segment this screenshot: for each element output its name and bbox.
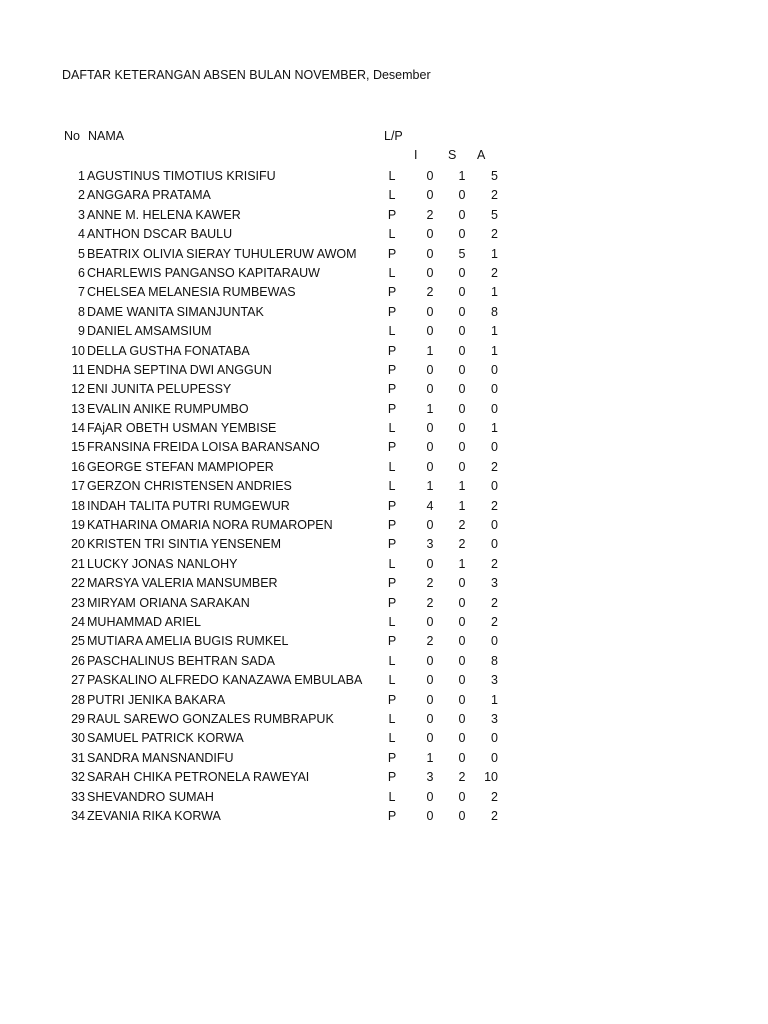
sakit-count: 1	[458, 498, 466, 513]
gender-cell: P	[387, 440, 397, 455]
alpha-count: 2	[491, 459, 498, 474]
sakit-count: 0	[458, 789, 466, 804]
row-number: 15	[71, 440, 85, 455]
alpha-count: 10	[484, 770, 498, 785]
sakit-count: 0	[458, 421, 466, 436]
row-number: 11	[72, 362, 85, 377]
izin-count: 0	[426, 382, 434, 397]
student-name: BEATRIX OLIVIA SIERAY TUHULERUW AWOM	[87, 246, 357, 261]
student-name: DANIEL AMSAMSIUM	[87, 324, 212, 339]
sakit-count: 0	[458, 459, 466, 474]
student-name: ANNE M. HELENA KAWER	[87, 207, 241, 222]
izin-count: 0	[426, 459, 434, 474]
izin-count: 0	[426, 227, 434, 242]
row-number: 28	[71, 692, 85, 707]
sakit-count: 0	[458, 188, 466, 203]
student-name: SANDRA MANSNANDIFU	[87, 750, 234, 765]
table-row	[0, 322, 768, 341]
student-name: ANGGARA PRATAMA	[87, 188, 211, 203]
student-name: SHEVANDRO SUMAH	[87, 789, 214, 804]
alpha-count: 2	[491, 614, 498, 629]
sakit-count: 0	[458, 324, 466, 339]
gender-cell: L	[388, 227, 396, 242]
alpha-count: 1	[491, 324, 498, 339]
student-name: ENI JUNITA PELUPESSY	[87, 382, 232, 397]
izin-count: 3	[426, 770, 434, 785]
table-row	[0, 632, 768, 651]
izin-count: 1	[426, 401, 434, 416]
student-name: INDAH TALITA PUTRI RUMGEWUR	[87, 498, 290, 513]
gender-cell: P	[387, 808, 397, 823]
izin-count: 0	[426, 614, 434, 629]
row-number: 26	[71, 653, 85, 668]
table-row	[0, 613, 768, 632]
izin-count: 3	[426, 537, 434, 552]
izin-count: 0	[426, 265, 434, 280]
table-row	[0, 419, 768, 438]
gender-cell: L	[388, 421, 396, 436]
row-number: 24	[71, 614, 85, 629]
gender-cell: P	[387, 207, 397, 222]
student-name: PASKALINO ALFREDO KANAZAWA EMBULABA	[87, 673, 363, 688]
izin-count: 0	[426, 362, 434, 377]
izin-count: 1	[426, 343, 434, 358]
table-row	[0, 283, 768, 302]
gender-cell: L	[388, 479, 396, 494]
student-name: FRANSINA FREIDA LOISA BARANSANO	[87, 440, 320, 455]
header-lp: L/P	[384, 129, 403, 143]
student-name: SAMUEL PATRICK KORWA	[87, 731, 244, 746]
izin-count: 0	[426, 808, 434, 823]
table-row	[0, 574, 768, 593]
sakit-count: 1	[458, 556, 466, 571]
row-number: 14	[71, 421, 85, 436]
sakit-count: 0	[458, 673, 466, 688]
alpha-count: 1	[491, 421, 498, 436]
gender-cell: L	[388, 265, 396, 280]
gender-cell: L	[388, 188, 396, 203]
alpha-count: 0	[491, 750, 498, 765]
row-number: 17	[71, 479, 85, 494]
row-number: 31	[71, 750, 85, 765]
table-row	[0, 594, 768, 613]
sakit-count: 0	[458, 711, 466, 726]
row-number: 29	[71, 711, 85, 726]
table-row	[0, 516, 768, 535]
alpha-count: 2	[491, 595, 498, 610]
row-number: 23	[71, 595, 85, 610]
sakit-count: 0	[458, 595, 466, 610]
gender-cell: L	[388, 169, 396, 183]
gender-cell: L	[388, 459, 396, 474]
table-row	[0, 749, 768, 768]
row-number: 5	[78, 246, 85, 261]
row-number: 30	[71, 731, 85, 746]
student-name: FAjAR OBETH USMAN YEMBISE	[87, 421, 277, 436]
header-nama: NAMA	[88, 129, 125, 143]
gender-cell: P	[387, 246, 397, 261]
sakit-count: 0	[458, 634, 466, 649]
izin-count: 0	[426, 324, 434, 339]
sakit-count: 2	[458, 518, 466, 533]
row-number: 2	[78, 188, 85, 203]
table-row	[0, 167, 768, 186]
gender-cell: P	[387, 750, 397, 765]
gender-cell: L	[388, 556, 396, 571]
sakit-count: 2	[458, 537, 466, 552]
gender-cell: P	[387, 285, 397, 300]
alpha-count: 8	[491, 653, 498, 668]
sakit-count: 0	[458, 304, 466, 319]
student-name: ANTHON DSCAR BAULU	[87, 227, 233, 242]
izin-count: 0	[426, 421, 434, 436]
row-number: 4	[78, 227, 85, 242]
izin-count: 0	[426, 169, 434, 183]
gender-cell: P	[387, 382, 397, 397]
student-name: DELLA GUSTHA FONATABA	[87, 343, 250, 358]
row-number: 12	[71, 382, 85, 397]
header-no: No	[64, 129, 80, 143]
alpha-count: 1	[491, 692, 498, 707]
row-number: 16	[71, 459, 85, 474]
row-number: 13	[71, 401, 85, 416]
table-row	[0, 438, 768, 457]
table-row	[0, 400, 768, 419]
table-row	[0, 497, 768, 516]
alpha-count: 1	[491, 246, 498, 261]
alpha-count: 0	[491, 537, 498, 552]
student-name: ENDHA SEPTINA DWI ANGGUN	[87, 362, 272, 377]
izin-count: 4	[426, 498, 434, 513]
table-row	[0, 691, 768, 710]
row-number: 27	[71, 673, 85, 688]
izin-count: 0	[426, 711, 434, 726]
sakit-count: 0	[458, 343, 466, 358]
sakit-count: 1	[458, 479, 466, 494]
alpha-count: 0	[491, 401, 498, 416]
table-row	[0, 342, 768, 361]
sakit-count: 1	[458, 169, 466, 183]
izin-count: 2	[426, 634, 434, 649]
student-name: LUCKY JONAS NANLOHY	[87, 556, 238, 571]
sakit-count: 0	[458, 750, 466, 765]
izin-count: 1	[426, 750, 434, 765]
row-number: 9	[78, 324, 85, 339]
student-name: PUTRI JENIKA BAKARA	[87, 692, 226, 707]
table-row	[0, 807, 768, 826]
table-row	[0, 225, 768, 244]
table-row	[0, 380, 768, 399]
gender-cell: P	[387, 595, 397, 610]
table-row	[0, 361, 768, 380]
row-number: 8	[78, 304, 85, 319]
alpha-count: 1	[491, 343, 498, 358]
izin-count: 0	[426, 556, 434, 571]
student-name: DAME WANITA SIMANJUNTAK	[87, 304, 264, 319]
row-number: 33	[71, 789, 85, 804]
alpha-count: 2	[491, 556, 498, 571]
alpha-count: 0	[491, 634, 498, 649]
table-row	[0, 555, 768, 574]
table-row	[0, 264, 768, 283]
row-number: 6	[78, 265, 85, 280]
gender-cell: L	[388, 731, 396, 746]
izin-count: 0	[426, 246, 434, 261]
alpha-count: 2	[491, 789, 498, 804]
izin-count: 0	[426, 692, 434, 707]
sakit-count: 0	[458, 440, 466, 455]
sakit-count: 0	[458, 285, 466, 300]
sakit-count: 0	[458, 265, 466, 280]
gender-cell: P	[387, 304, 397, 319]
alpha-count: 2	[491, 808, 498, 823]
header-izin: I	[414, 148, 418, 162]
table-row	[0, 458, 768, 477]
gender-cell: P	[387, 498, 397, 513]
document-title: DAFTAR KETERANGAN ABSEN BULAN NOVEMBER, Desember	[62, 68, 431, 82]
sakit-count: 0	[458, 576, 466, 591]
student-name: GEORGE STEFAN MAMPIOPER	[87, 459, 274, 474]
student-name: CHELSEA MELANESIA RUMBEWAS	[87, 285, 296, 300]
alpha-count: 8	[491, 304, 498, 319]
student-name: RAUL SAREWO GONZALES RUMBRAPUK	[87, 711, 334, 726]
table-row	[0, 245, 768, 264]
gender-cell: L	[388, 614, 396, 629]
alpha-count: 0	[491, 518, 498, 533]
alpha-count: 3	[491, 673, 498, 688]
student-name: KRISTEN TRI SINTIA YENSENEM	[87, 537, 282, 552]
izin-count: 2	[426, 576, 434, 591]
table-row	[0, 788, 768, 807]
izin-count: 0	[426, 304, 434, 319]
alpha-count: 0	[491, 479, 498, 494]
izin-count: 0	[426, 789, 434, 804]
table-row	[0, 652, 768, 671]
table-row	[0, 535, 768, 554]
gender-cell: P	[387, 634, 397, 649]
sakit-count: 0	[458, 227, 466, 242]
alpha-count: 2	[491, 498, 498, 513]
alpha-count: 0	[491, 362, 498, 377]
student-name: MIRYAM ORIANA SARAKAN	[87, 595, 250, 610]
sakit-count: 0	[458, 731, 466, 746]
gender-cell: P	[387, 537, 397, 552]
student-name: KATHARINA OMARIA NORA RUMAROPEN	[87, 518, 333, 533]
sakit-count: 0	[458, 808, 466, 823]
row-number: 32	[71, 770, 85, 785]
izin-count: 2	[426, 595, 434, 610]
row-number: 3	[78, 207, 85, 222]
student-name: AGUSTINUS TIMOTIUS KRISIFU	[87, 169, 276, 183]
sakit-count: 0	[458, 207, 466, 222]
izin-count: 0	[426, 653, 434, 668]
table-row	[0, 729, 768, 748]
alpha-count: 0	[491, 382, 498, 397]
student-name: MUTIARA AMELIA BUGIS RUMKEL	[87, 634, 289, 649]
izin-count: 2	[426, 207, 434, 222]
student-name: MARSYA VALERIA MANSUMBER	[87, 576, 278, 591]
table-row	[0, 477, 768, 496]
header-alpha: A	[477, 148, 486, 162]
gender-cell: P	[387, 692, 397, 707]
sakit-count: 0	[458, 614, 466, 629]
table-row	[0, 186, 768, 205]
sakit-count: 0	[458, 382, 466, 397]
row-number: 7	[78, 285, 85, 300]
gender-cell: L	[388, 789, 396, 804]
sakit-count: 5	[458, 246, 466, 261]
student-name: GERZON CHRISTENSEN ANDRIES	[87, 479, 292, 494]
alpha-count: 5	[491, 207, 498, 222]
table-row	[0, 671, 768, 690]
table-row	[0, 768, 768, 787]
gender-cell: L	[388, 653, 396, 668]
student-name: CHARLEWIS PANGANSO KAPITARAUW	[87, 265, 320, 280]
sakit-count: 0	[458, 653, 466, 668]
row-number: 21	[71, 556, 85, 571]
student-name: ZEVANIA RIKA KORWA	[87, 808, 221, 823]
student-name: MUHAMMAD ARIEL	[87, 614, 201, 629]
gender-cell: P	[387, 576, 397, 591]
izin-count: 1	[426, 479, 434, 494]
gender-cell: P	[387, 362, 397, 377]
izin-count: 0	[426, 673, 434, 688]
row-number: 20	[71, 537, 85, 552]
row-number: 34	[71, 808, 85, 823]
student-name: PASCHALINUS BEHTRAN SADA	[87, 653, 276, 668]
alpha-count: 2	[491, 188, 498, 203]
table-row	[0, 303, 768, 322]
alpha-count: 0	[491, 731, 498, 746]
sakit-count: 0	[458, 362, 466, 377]
sakit-count: 2	[458, 770, 466, 785]
alpha-count: 3	[491, 711, 498, 726]
attendance-table	[0, 167, 768, 826]
header-sakit: S	[448, 148, 457, 162]
row-number: 25	[71, 634, 85, 649]
gender-cell: P	[387, 518, 397, 533]
table-row	[0, 206, 768, 225]
gender-cell: L	[388, 673, 396, 688]
alpha-count: 0	[491, 440, 498, 455]
table-row	[0, 710, 768, 729]
alpha-count: 1	[491, 285, 498, 300]
gender-cell: P	[387, 401, 397, 416]
alpha-count: 5	[491, 169, 498, 183]
alpha-count: 2	[491, 227, 498, 242]
student-name: SARAH CHIKA PETRONELA RAWEYAI	[87, 770, 310, 785]
izin-count: 2	[426, 285, 434, 300]
row-number: 19	[71, 518, 85, 533]
row-number: 1	[78, 169, 85, 183]
gender-cell: L	[388, 711, 396, 726]
gender-cell: P	[387, 343, 397, 358]
row-number: 22	[71, 576, 85, 591]
alpha-count: 2	[491, 265, 498, 280]
sakit-count: 0	[458, 692, 466, 707]
student-name: EVALIN ANIKE RUMPUMBO	[87, 401, 249, 416]
row-number: 10	[71, 343, 85, 358]
gender-cell: P	[387, 770, 397, 785]
gender-cell: L	[388, 324, 396, 339]
sakit-count: 0	[458, 401, 466, 416]
alpha-count: 3	[491, 576, 498, 591]
row-number: 18	[71, 498, 85, 513]
izin-count: 0	[426, 731, 434, 746]
izin-count: 0	[426, 440, 434, 455]
izin-count: 0	[426, 188, 434, 203]
izin-count: 0	[426, 518, 434, 533]
